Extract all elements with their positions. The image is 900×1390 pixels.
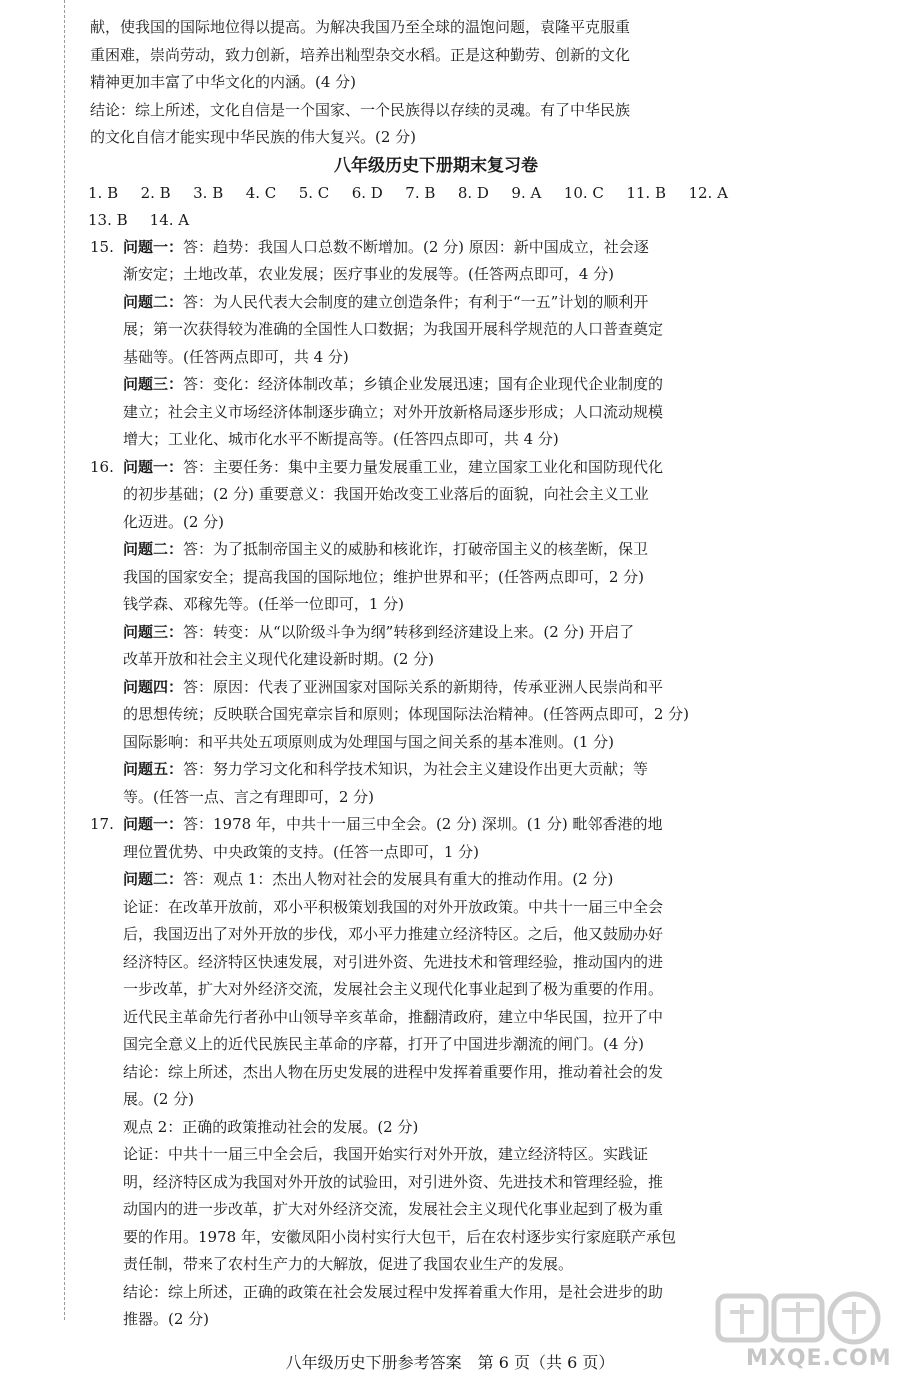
question-15: [90, 234, 742, 454]
binding-margin-line: [64, 0, 65, 1320]
choice-answer: 7. B: [405, 183, 436, 202]
text-line: 增大；工业化、城市化水平不断提高等。(任答四点即可，共 4 分): [123, 430, 559, 448]
choice-answers-row: [88, 180, 728, 207]
text-line: 化迈进。(2 分): [123, 512, 225, 531]
text-line: 答：转变：从“以阶级斗争为纲”转移到经济建设上来。(2 分) 开启了: [183, 622, 635, 641]
text-line: 推器。(2 分): [123, 1310, 210, 1328]
sub-question-label: 问题二：: [123, 292, 184, 311]
choice-answer: 10. C: [563, 183, 604, 202]
text-line: 等。(任答一点、言之有理即可，2 分): [123, 787, 375, 806]
text-line: 的初步基础；(2 分) 重要意义：我国开始改变工业落后的面貌，向社会主义工业: [123, 485, 649, 503]
text-line: 答：为人民代表大会制度的建立创造条件；有利于“一五”计划的顺利开: [183, 292, 649, 311]
text-line: 结论：综上所述，正确的政策在社会发展过程中发挥着重大作用，是社会进步的助: [123, 1282, 664, 1301]
text-line: 明，经济特区成为我国对外开放的试验田，对引进外资、先进技术和管理经验，推: [123, 1172, 664, 1191]
question-number: 17.: [90, 815, 114, 833]
watermark-text: MXQE.COM: [746, 1346, 892, 1371]
question-number: 16.: [90, 457, 114, 476]
text-line: 重困难，崇尚劳动，致力创新，培养出籼型杂交水稻。正是这种勤劳、创新的文化: [90, 45, 631, 64]
watermark-emblem-icon: [712, 1290, 892, 1350]
question-16: [90, 454, 742, 812]
text-line: 答：为了抵制帝国主义的威胁和核讹诈，打破帝国主义的核垄断，保卫: [183, 540, 649, 558]
text-line: 我国的国家安全；提高我国的国际地位；维护世界和平；(任答两点即可，2 分): [123, 567, 645, 586]
text-line: 基础等。(任答两点即可，共 4 分): [123, 347, 349, 366]
choice-answers-row: [88, 207, 742, 234]
text-line: 近代民主革命先行者孙中山领导辛亥革命，推翻清政府，建立中华民国，拉开了中: [123, 1007, 664, 1026]
text-line: 观点 2：正确的政策推动社会的发展。(2 分): [123, 1117, 419, 1136]
text-line: 渐安定；土地改革，农业发展；医疗事业的发展等。(任答两点即可，4 分): [123, 265, 615, 283]
sub-question-label: 问题一：: [123, 815, 184, 833]
text-line: 答：1978 年，中共十一届三中全会。(2 分) 深圳。(1 分) 毗邻香港的地: [183, 815, 663, 833]
text-line: 建立；社会主义市场经济体制逐步确立；对外开放新格局逐步形成；人口流动规模: [123, 402, 664, 421]
text-line: 的思想传统；反映联合国宪章宗旨和原则；体现国际法治精神。(任答两点即可，2 分): [123, 705, 690, 723]
text-line: 责任制，带来了农村生产力的大解放，促进了我国农业生产的发展。: [123, 1255, 574, 1273]
text-line: 国际影响：和平共处五项原则成为处理国与国之间关系的基本准则。(1 分): [123, 732, 615, 751]
text-line: 精神更加丰富了中华文化的内涵。(4 分): [90, 73, 357, 91]
sub-question-label: 问题三：: [123, 375, 184, 393]
text-line: 要的作用。1978 年，安徽凤阳小岗村实行大包干，后在农村逐步实行家庭联产承包: [123, 1227, 676, 1246]
sub-question-label: 问题四：: [123, 677, 184, 696]
choice-answer: 2. B: [140, 183, 171, 202]
choice-answer: 14. A: [149, 210, 190, 229]
choice-answer: 8. D: [457, 183, 489, 202]
text-line: 展。(2 分): [123, 1090, 195, 1108]
text-line: 答：主要任务：集中主要力量发展重工业，建立国家工业化和国防现代化: [183, 457, 664, 476]
text-line: 展；第一次获得较为准确的全国性人口数据；为我国开展科学规范的人口普查奠定: [123, 320, 664, 338]
text-line: 论证：中共十一届三中全会后，我国开始实行对外开放，建立经济特区。实践证: [123, 1145, 649, 1163]
text-line: 国完全意义上的近代民族民主革命的序幕，打开了中国进步潮流的闸门。(4 分): [123, 1035, 645, 1053]
text-line: 改革开放和社会主义现代化建设新时期。(2 分): [123, 650, 435, 668]
text-line: 后，我国迈出了对外开放的步伐，邓小平力推建立经济特区。之后，他又鼓励办好: [123, 925, 664, 943]
text-line: 答：努力学习文化和科学技术知识，为社会主义建设作出更大贡献；等: [183, 760, 649, 778]
text-line: 答：变化：经济体制改革；乡镇企业发展迅速；国有企业现代企业制度的: [183, 375, 664, 393]
text-line: 结论：综上所述，文化自信是一个国家、一个民族得以存续的灵魂。有了中华民族: [90, 100, 631, 119]
text-line: 答：观点 1：杰出人物对社会的发展具有重大的推动作用。(2 分): [183, 870, 614, 888]
sub-question-label: 问题五：: [123, 760, 184, 778]
text-line: 结论：综上所述，杰出人物在历史发展的进程中发挥着重要作用，推动着社会的发: [123, 1062, 664, 1081]
text-line: 一步改革，扩大对外经济交流，发展社会主义现代化事业起到了极为重要的作用。: [123, 980, 664, 998]
text-line: 经济特区。经济特区快速发展，对引进外资、先进技术和管理经验，推动国内的进: [123, 952, 664, 971]
text-line: 论证：在改革开放前，邓小平积极策划我国的对外开放政策。中共十一届三中全会: [123, 897, 664, 916]
choice-answer: 13. B: [88, 210, 128, 229]
text-line: 钱学森、邓稼先等。(任举一位即可，1 分): [123, 595, 405, 613]
choice-answer: 3. B: [193, 183, 224, 202]
sub-question-label: 问题三：: [123, 622, 184, 641]
text-line: 的文化自信才能实现中华民族的伟大复兴。(2 分): [90, 128, 417, 146]
text-line: 答：趋势：我国人口总数不断增加。(2 分) 原因：新中国成立，社会逐: [183, 237, 649, 256]
page-footer: 八年级历史下册参考答案 第 6 页（共 6 页）: [285, 1353, 615, 1372]
sub-question-label: 问题一：: [123, 237, 184, 256]
choice-answer: 6. D: [351, 183, 383, 202]
text-line: 献，使我国的国际地位得以提高。为解决我国乃至全球的温饱问题，袁隆平克服重: [90, 18, 631, 36]
essay-paragraph: [90, 14, 742, 152]
choice-answer: 5. C: [298, 183, 330, 202]
choice-answer: 9. A: [511, 183, 542, 202]
sub-question-label: 问题二：: [123, 540, 184, 558]
question-number: 15.: [90, 237, 114, 256]
watermark-logo: [712, 1290, 892, 1382]
text-line: 答：原因：代表了亚洲国家对国际关系的新期待，传承亚洲人民崇尚和平: [183, 677, 664, 696]
sub-question-label: 问题二：: [123, 870, 184, 888]
question-17: [90, 811, 742, 1334]
answer-page: [90, 14, 742, 1334]
text-line: 理位置优势、中央政策的支持。(任答一点即可，1 分): [123, 842, 480, 861]
choice-answer: 11. B: [626, 183, 666, 202]
choice-answer: 4. C: [245, 183, 277, 202]
choice-answer: 1. B: [88, 183, 119, 202]
text-line: 动国内的进一步改革，扩大对外经济交流，发展社会主义现代化事业起到了极为重: [123, 1200, 664, 1218]
choice-answer: 12. A: [688, 183, 728, 202]
sub-question-label: 问题一：: [123, 457, 184, 476]
section-title: 八年级历史下册期末复习卷: [334, 155, 538, 176]
